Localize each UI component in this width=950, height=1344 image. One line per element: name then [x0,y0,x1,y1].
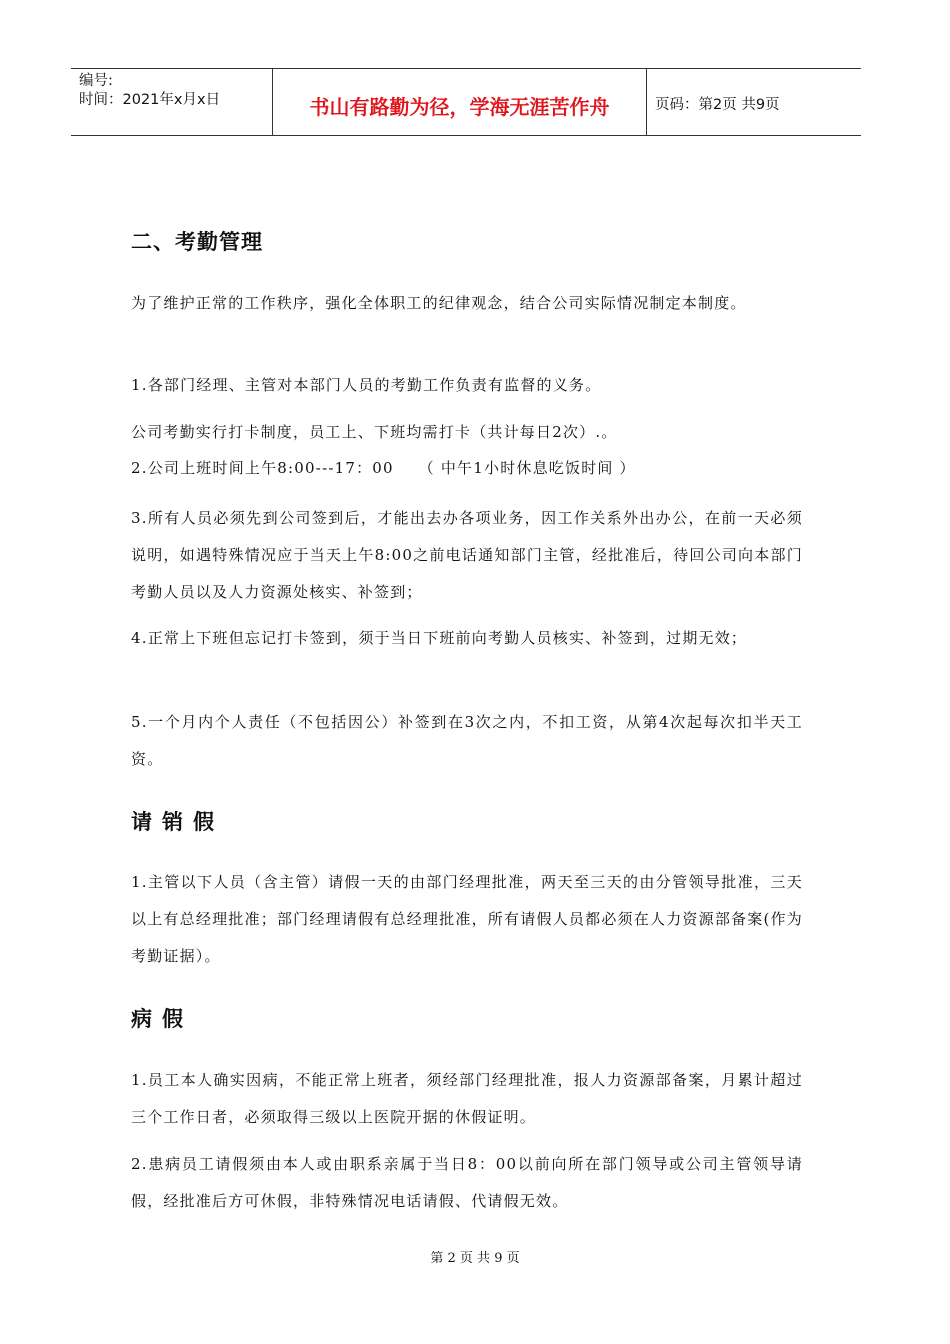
sick-leave-item-2: 2.患病员工请假须由本人或由职系亲属于当日8：00以前向所在部门领导或公司主管领导请假，经批准后方可休假，非特殊情况电话请假、代请假无效。 [131,1155,803,1210]
attendance-item-2: 2.公司上班时间上午8:00---17：00 （ 中午1小时休息吃饭时间 ） [131,459,636,477]
attendance-item-4: 4.正常上下班但忘记打卡签到，须于当日下班前向考勤人员核实、补签到，过期无效； [131,629,748,647]
page-footer: 第 2 页 共 9 页 [430,1251,520,1266]
header-divider-right [646,69,647,136]
section-title-sick-leave: 病假 [131,1007,193,1031]
section-title-attendance: 二、考勤管理 [131,230,263,254]
attendance-item-1: 1.各部门经理、主管对本部门人员的考勤工作负责有监督的义务。 [131,376,602,394]
attendance-intro: 为了维护正常的工作秩序，强化全体职工的纪律观念，结合公司实际情况制定本制度。 [131,294,747,312]
document-time-label: 时间：2021年x月x日 [79,92,221,108]
document-number-label: 编号: [79,73,113,89]
header-motto: 书山有路勤为径，学海无涯苦作舟 [309,95,610,119]
section-title-leave: 请销假 [131,810,224,834]
sick-leave-item-1: 1.员工本人确实因病，不能正常上班者，须经部门经理批准，报人力资源部备案，月累计超过三个工作日者，必须取得三级以上医院开据的休假证明。 [131,1071,803,1126]
header-page-info: 页码：第2页 共9页 [655,97,780,113]
attendance-clock-rule: 公司考勤实行打卡制度，员工上、下班均需打卡（共计每日2次）.。 [131,423,618,441]
attendance-item-5: 5.一个月内个人责任（不包括因公）补签到在3次之内，不扣工资，从第4次起每次扣半天工资。 [131,713,803,768]
attendance-item-3: 3.所有人员必须先到公司签到后，才能出去办各项业务，因工作关系外出办公，在前一天必须说明，如遇特殊情况应于当天上午8:00之前电话通知部门主管，经批准后，待回公司向本部门考勤人员以及人力资源处核实、补签到； [131,509,803,601]
page-header [71,68,861,136]
leave-item-1: 1.主管以下人员（含主管）请假一天的由部门经理批准，两天至三天的由分管领导批准，三天以上有总经理批准；部门经理请假有总经理批准，所有请假人员都必须在人力资源部备案(作为考勤证据）。 [131,873,803,965]
header-meta [79,72,220,110]
